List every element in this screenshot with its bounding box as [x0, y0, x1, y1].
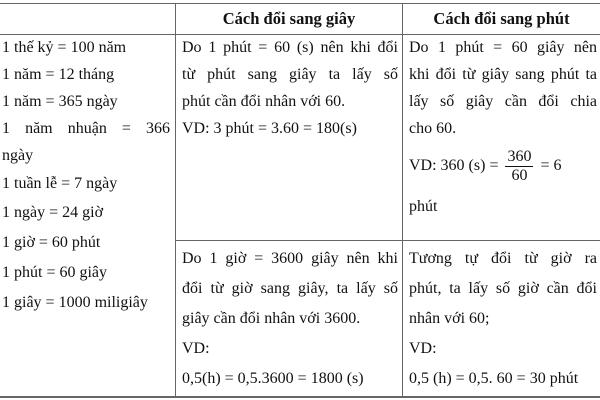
header-to-seconds: Cách đổi sang giây [222, 9, 356, 28]
text-line: giây cần đổi nhân với 3600. [182, 310, 361, 327]
to-minutes-hours-cell [409, 244, 597, 394]
example-unit: phút [409, 198, 438, 215]
unit-line: 1 năm nhuận = 366 [2, 120, 170, 137]
to-seconds-minutes-cell [182, 34, 398, 142]
unit-line: 1 phút = 60 giây [2, 264, 108, 281]
row-divider [175, 240, 600, 241]
text-line: VD: 3 phút = 3.60 = 180(s) [182, 120, 357, 137]
text-line: Do 1 phút = 60 (s) nên khi đổi [182, 39, 398, 56]
column-divider-1 [175, 3, 176, 397]
text-line: đổi từ giờ sang giây, ta lấy số [182, 280, 398, 297]
unit-line: 1 giây = 1000 miligiây [2, 294, 148, 311]
to-minutes-seconds-cell [409, 34, 597, 224]
unit-line: 1 tuần lễ = 7 ngày [2, 175, 118, 192]
text-line: cho 60. [409, 120, 457, 137]
unit-line: 1 giờ = 60 phút [2, 234, 101, 251]
text-line: Do 1 giờ = 3600 giây nên khi [182, 250, 398, 267]
text-line: lấy số giây cần đổi chia [409, 93, 597, 110]
text-line: 0,5 (h) = 0,5. 60 = 30 phút [409, 370, 579, 387]
text-line: phút, ta lấy số giờ cần đổi [409, 280, 597, 297]
text-line: VD: [182, 340, 210, 357]
text-line: phút cần đổi nhân với 60. [182, 93, 346, 110]
text-line: khi đổi từ giây sang phút ta [409, 66, 597, 83]
text-line: 0,5(h) = 0,5.3600 = 1800 (s) [182, 370, 364, 387]
units-column [2, 34, 170, 318]
text-line: từ phút sang giây ta lấy số [182, 66, 398, 83]
unit-line: 1 thế kỷ = 100 năm [2, 39, 127, 56]
fraction-numerator: 360 [507, 147, 532, 165]
unit-line: 1 năm = 365 ngày [2, 93, 118, 110]
column-divider-2 [402, 3, 403, 397]
text-line: nhân với 60; [409, 310, 490, 327]
example-line [409, 142, 597, 190]
unit-line: ngày [2, 147, 34, 164]
text-line: Do 1 phút = 60 giây nên [409, 39, 597, 56]
fraction-denominator: 60 [511, 166, 528, 184]
example-result: = 6 [540, 157, 562, 174]
example-prefix: VD: 360 (s) = [409, 157, 499, 174]
table-border-bottom [0, 396, 600, 398]
table-border-top [0, 3, 600, 4]
header-empty [0, 5, 175, 33]
unit-line: 1 năm = 12 tháng [2, 66, 115, 83]
fraction [505, 148, 533, 185]
header-to-minutes: Cách đổi sang phút [433, 9, 570, 28]
unit-line: 1 ngày = 24 giờ [2, 204, 104, 221]
text-line: Tương tự đổi từ giờ ra [409, 250, 597, 267]
to-seconds-hours-cell [182, 244, 398, 394]
text-line: VD: [409, 340, 437, 357]
